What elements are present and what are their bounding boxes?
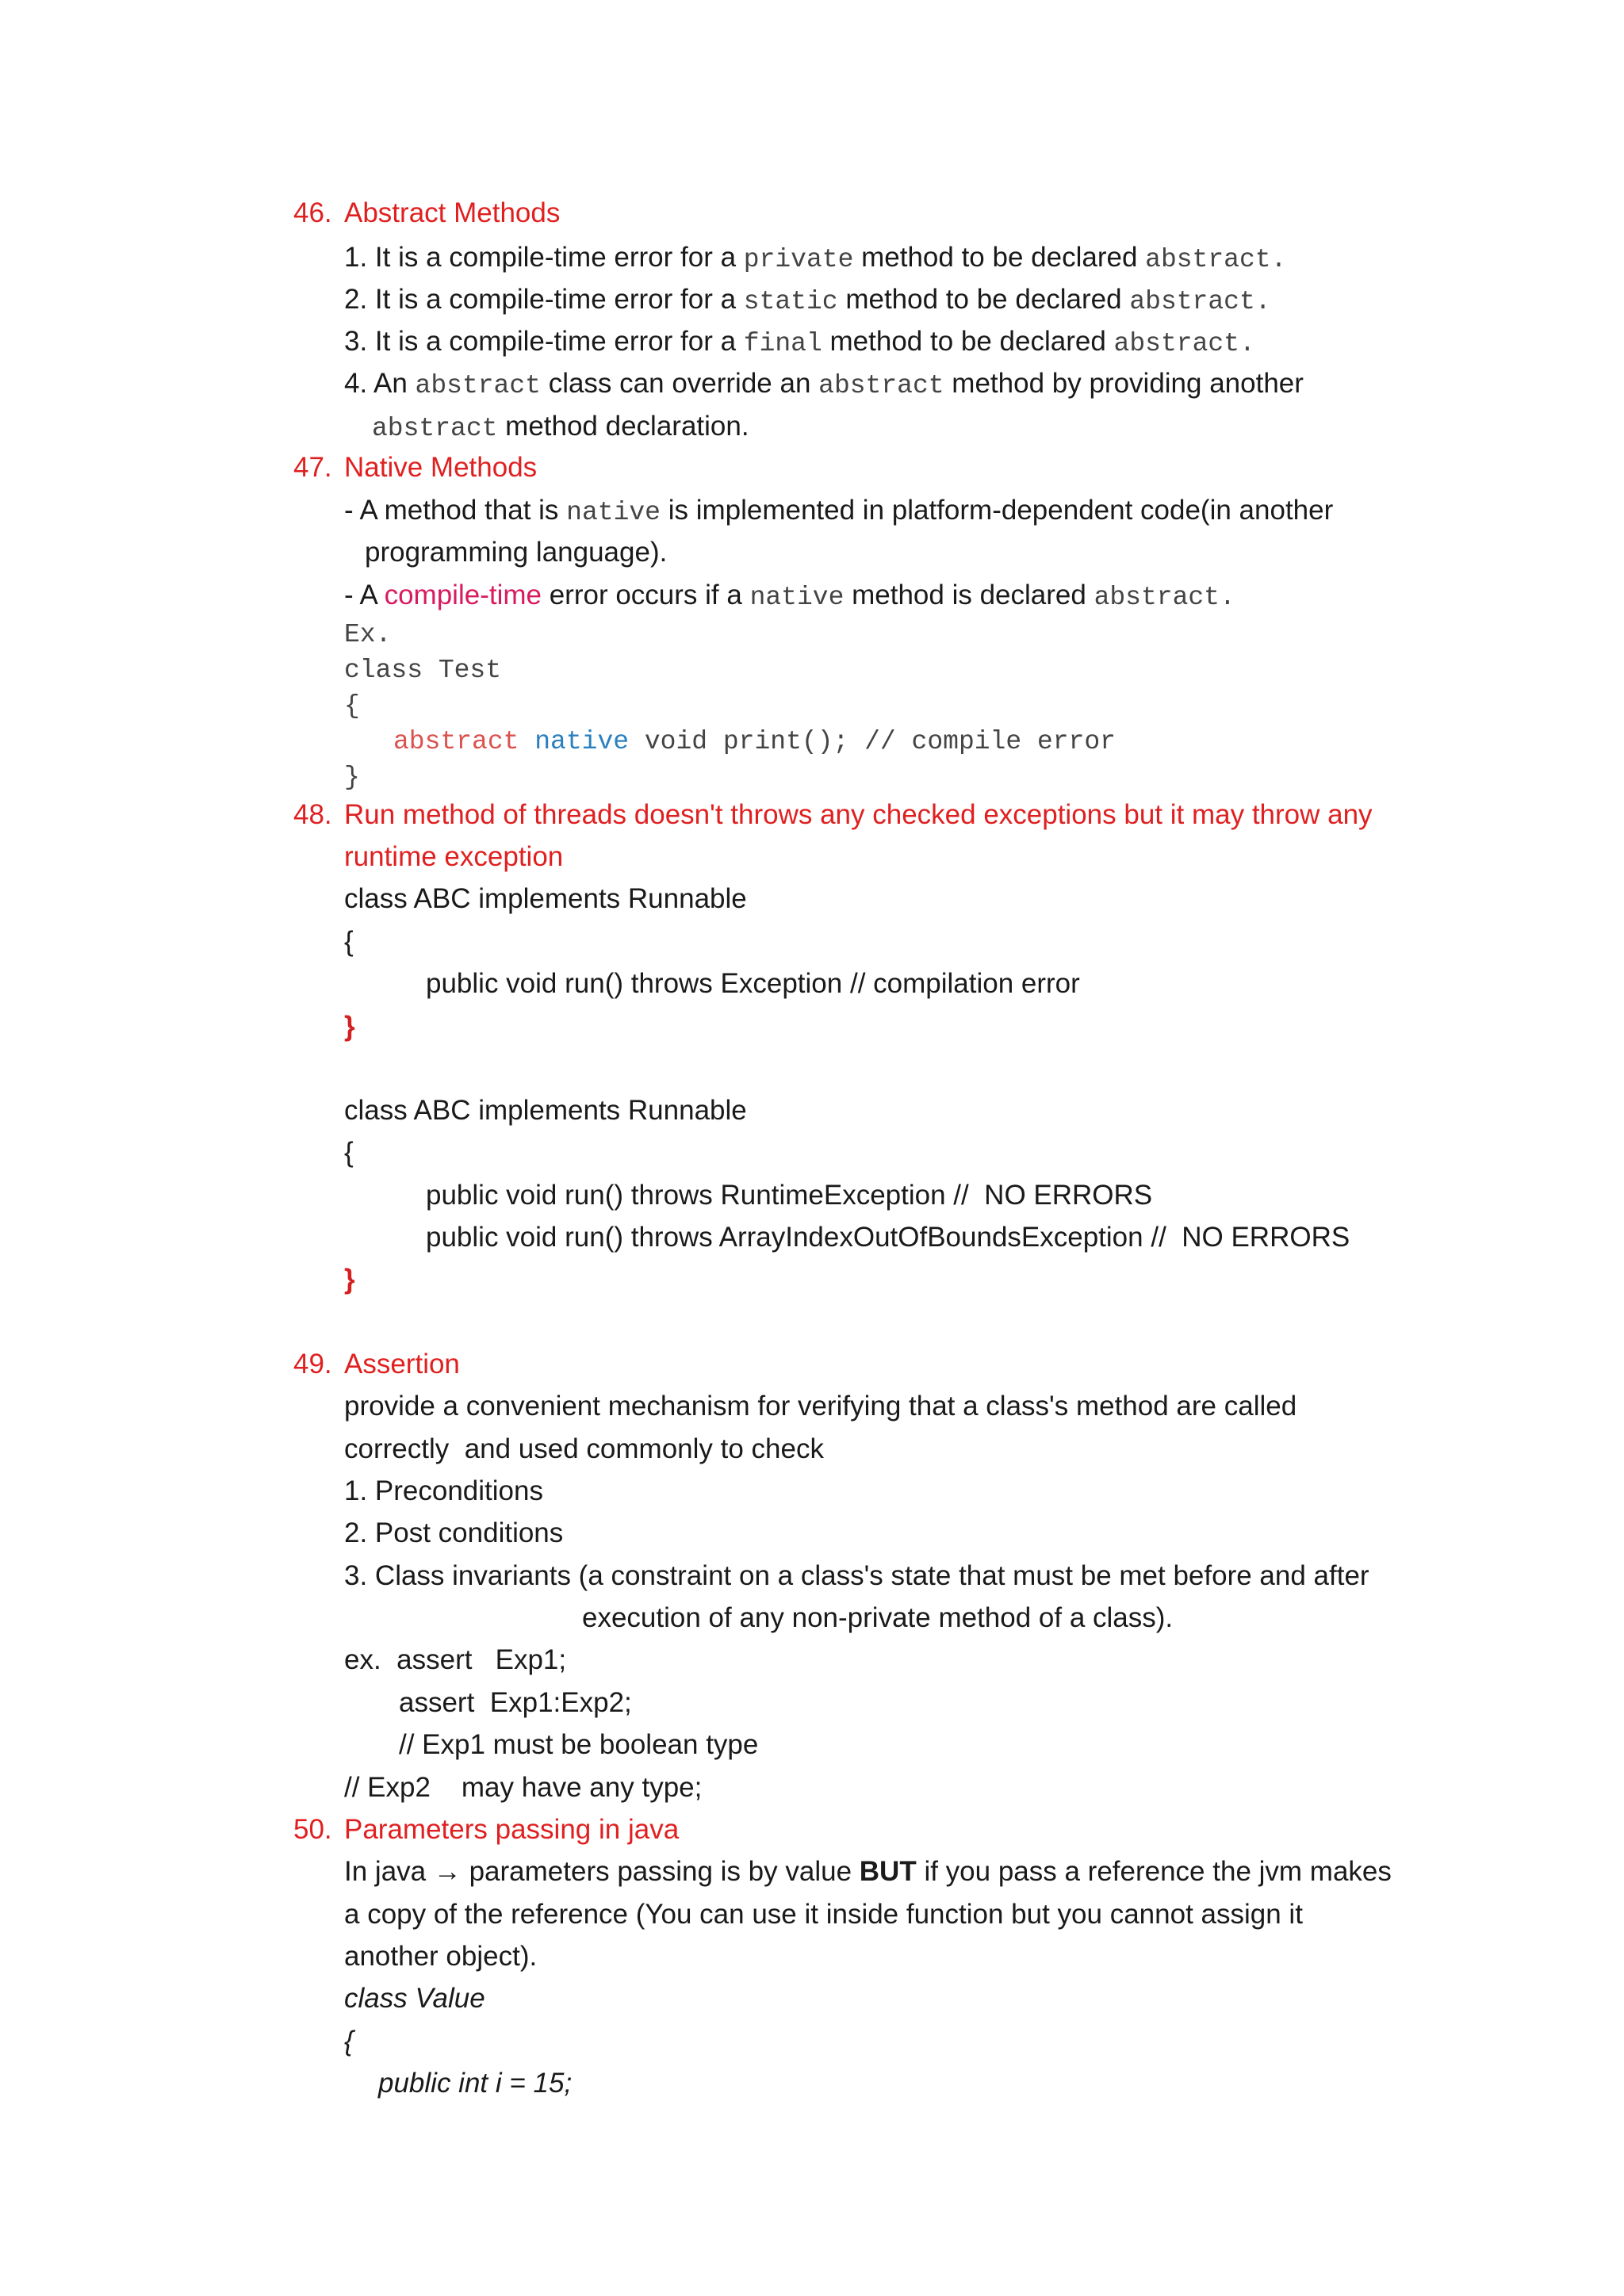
s49-example-3: // Exp1 must be boolean type [399, 1729, 759, 1760]
s49-desc-2: correctly and used commonly to check [344, 1433, 824, 1464]
s50-text-2: a copy of the reference (You can use it inside function but you cannot assign it [344, 1899, 1303, 1930]
s47-code-method: abstract native void print(); // compile error [393, 727, 1116, 756]
s48-b-close: } [344, 1264, 355, 1295]
section-48-title: Run method of threads doesn't throws any checked exceptions but it may throw any [344, 799, 1373, 830]
s49-list-3: 3. Class invariants (a constraint on a class's state that must be met before and after [344, 1560, 1369, 1591]
s49-example-4: // Exp2 may have any type; [344, 1772, 703, 1803]
s49-desc-1: provide a convenient mechanism for verifying that a class's method are called [344, 1391, 1297, 1422]
s46-item-2: 2. It is a compile-time error for a static method to be declared abstract. [344, 284, 1271, 316]
s50-code-field: public int i = 15; [378, 2068, 573, 2099]
s47-code-class: class Test [344, 656, 502, 685]
s48-b-method-1: public void run() throws RuntimeException // NO ERRORS [426, 1180, 1153, 1211]
s47-code-open-brace: { [344, 691, 360, 721]
s49-list-3-cont: execution of any non-private method of a class). [582, 1602, 1174, 1633]
section-50-number: 50. [293, 1814, 332, 1845]
s48-b-open: { [344, 1137, 354, 1168]
section-48-title-cont: runtime exception [344, 841, 564, 872]
section-49-number: 49. [293, 1349, 332, 1380]
s48-a-class: class ABC implements Runnable [344, 883, 747, 914]
section-46-title: Abstract Methods [344, 197, 561, 228]
section-50-title: Parameters passing in java [344, 1814, 680, 1845]
section-47-number: 47. [293, 452, 332, 483]
section-46-number: 46. [293, 197, 332, 228]
s48-b-method-2: public void run() throws ArrayIndexOutOfBoundsException // NO ERRORS [426, 1222, 1350, 1253]
s48-a-close: } [344, 1011, 355, 1042]
s48-a-method: public void run() throws Exception // compilation error [426, 968, 1080, 999]
s50-text-3: another object). [344, 1941, 538, 1972]
s46-item-4: 4. An abstract class can override an abstract method by providing another [344, 368, 1304, 400]
s47-para-1-cont: programming language). [365, 537, 668, 568]
section-48-number: 48. [293, 799, 332, 830]
s46-item-4-cont: abstract method declaration. [372, 411, 749, 443]
s50-code-class: class Value [344, 1983, 485, 2014]
s49-list-2: 2. Post conditions [344, 1517, 564, 1548]
s48-b-class: class ABC implements Runnable [344, 1095, 747, 1126]
arrow-right-icon: → [433, 1856, 462, 1887]
s49-example-1: ex. assert Exp1; [344, 1644, 567, 1675]
s47-para-2: - A compile-time error occurs if a native method is declared abstract. [344, 580, 1235, 612]
section-47-title: Native Methods [344, 452, 538, 483]
s48-a-open: { [344, 926, 354, 957]
s47-para-1: - A method that is native is implemented in platform-dependent code(in another [344, 495, 1334, 527]
s49-example-2: assert Exp1:Exp2; [399, 1687, 632, 1718]
section-49-title: Assertion [344, 1349, 460, 1380]
s46-item-1: 1. It is a compile-time error for a private method to be declared abstract. [344, 242, 1287, 274]
s49-list-1: 1. Preconditions [344, 1475, 543, 1506]
s47-code-ex: Ex. [344, 620, 392, 649]
s47-code-close-brace: } [344, 763, 360, 792]
s50-code-open: { [344, 2026, 354, 2057]
s50-text-1: In java → parameters passing is by value BUT if you pass a reference the jvm makes [344, 1856, 1392, 1887]
s46-item-3: 3. It is a compile-time error for a final method to be declared abstract. [344, 326, 1255, 358]
